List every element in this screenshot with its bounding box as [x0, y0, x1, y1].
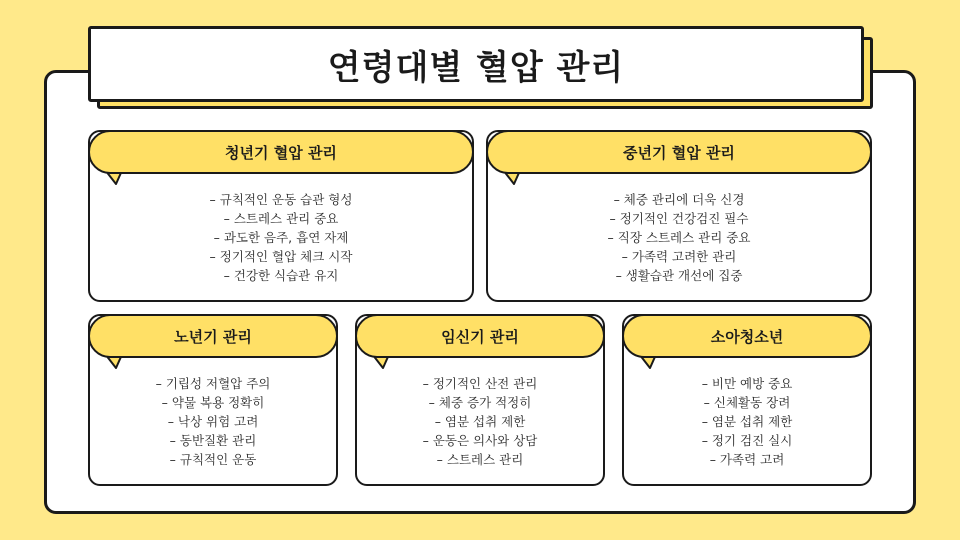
card-heading: 노년기 관리	[88, 314, 338, 358]
list-item: – 기립성 저혈압 주의	[155, 376, 271, 391]
card-list	[90, 374, 336, 469]
list-item: – 규칙적인 운동	[169, 452, 257, 467]
list-item: – 체중 증가 적정히	[428, 395, 532, 410]
card-pregnancy	[355, 314, 605, 486]
list-item: – 신체활동 장려	[703, 395, 791, 410]
list-item: – 낙상 위험 고려	[167, 414, 259, 429]
card-list	[624, 374, 870, 469]
page-title: 연령대별 혈압 관리	[327, 47, 625, 88]
list-item: – 정기적인 혈압 체크 시작	[209, 249, 353, 264]
list-item: – 과도한 음주, 흡연 자제	[213, 230, 349, 245]
list-item: – 약물 복용 정확히	[161, 395, 265, 410]
list-item: – 정기적인 건강검진 필수	[609, 211, 749, 226]
card-list	[357, 374, 603, 469]
list-item: – 가족력 고려	[709, 452, 785, 467]
list-item: – 정기 검진 실시	[701, 433, 793, 448]
list-item: – 운동은 의사와 상담	[422, 433, 538, 448]
list-item: – 생활습관 개선에 집중	[615, 268, 743, 283]
card-heading: 청년기 혈압 관리	[88, 130, 474, 174]
list-item: – 동반질환 관리	[169, 433, 257, 448]
list-item: – 정기적인 산전 관리	[422, 376, 538, 391]
list-item: – 염분 섭취 제한	[434, 414, 526, 429]
list-item: – 규칙적인 운동 습관 형성	[209, 192, 353, 207]
card-heading: 소아청소년	[622, 314, 872, 358]
card-elderly	[88, 314, 338, 486]
list-item: – 건강한 식습관 유지	[223, 268, 339, 283]
card-heading: 중년기 혈압 관리	[486, 130, 872, 174]
card-youth	[88, 130, 474, 302]
list-item: – 비만 예방 중요	[701, 376, 793, 391]
title-box	[88, 26, 864, 102]
list-item: – 체중 관리에 더욱 신경	[613, 192, 745, 207]
list-item: – 스트레스 관리	[436, 452, 524, 467]
list-item: – 염분 섭취 제한	[701, 414, 793, 429]
list-item: – 가족력 고려한 관리	[621, 249, 737, 264]
card-heading: 임신기 관리	[355, 314, 605, 358]
card-children	[622, 314, 872, 486]
card-list	[90, 190, 472, 285]
list-item: – 직장 스트레스 관리 중요	[607, 230, 751, 245]
list-item: – 스트레스 관리 중요	[223, 211, 339, 226]
card-middle-age	[486, 130, 872, 302]
card-list	[488, 190, 870, 285]
